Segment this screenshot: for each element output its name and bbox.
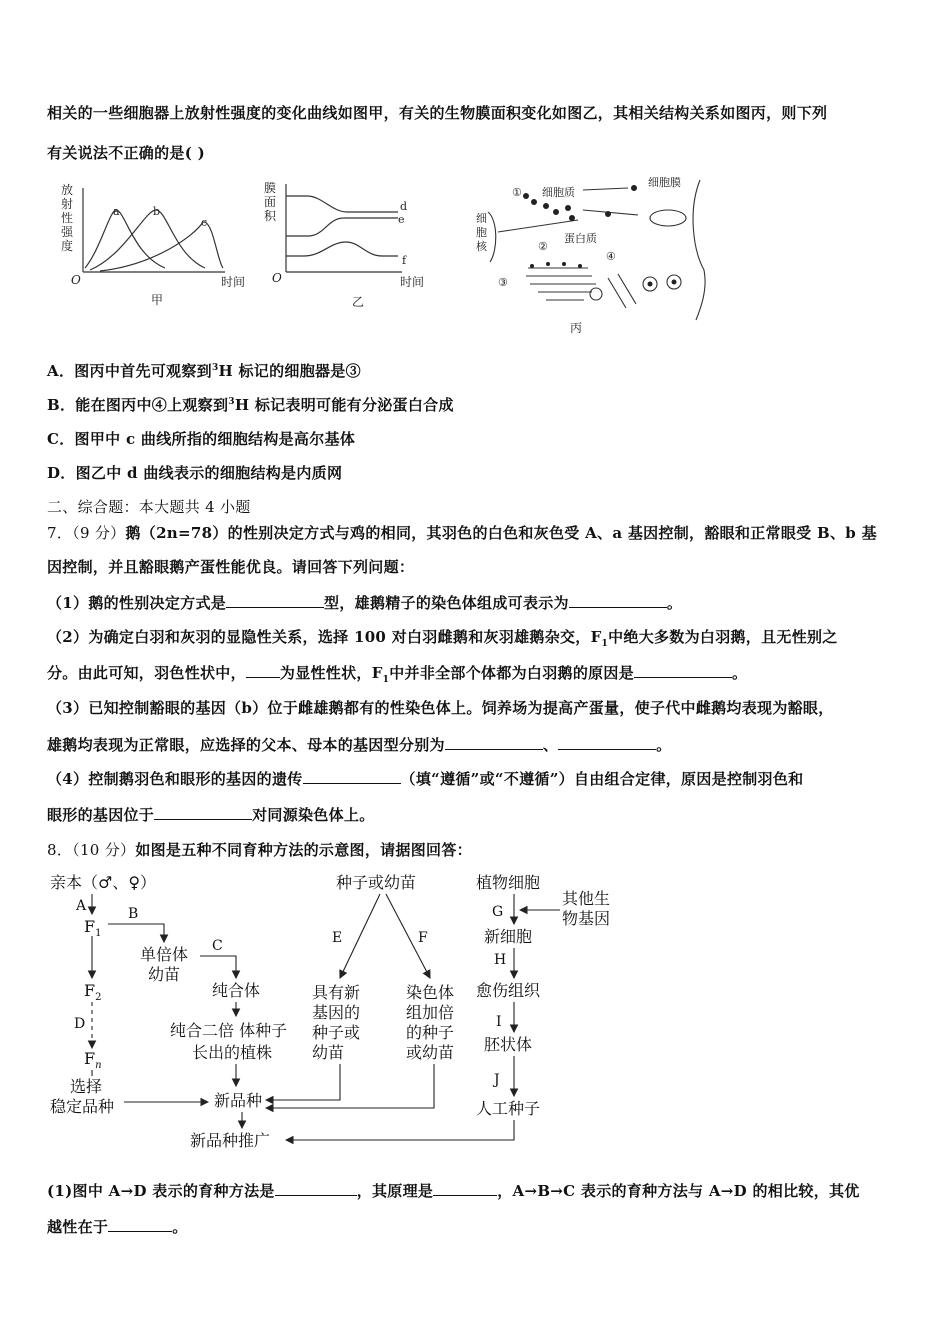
bing-er-ribosome-4 (578, 264, 582, 268)
q6-stem-line1: 相关的一些细胞器上放射性强度的变化曲线如图甲，有关的生物膜面积变化如图乙，其相关结构关系如图丙，则下列 (47, 104, 828, 122)
bing-vesicle-3 (590, 288, 602, 300)
q6-option-d[interactable]: D．图乙中 d 曲线表示的细胞结构是内质网 (47, 464, 343, 482)
q6-option-b[interactable]: B．能在图丙中④上观察到$^3$H 标记表明可能有分泌蛋白合成 (47, 396, 454, 414)
bing-mitochondrion (650, 210, 686, 226)
diag-parents: 亲本（♂、♀） (50, 873, 157, 892)
yi-xlabel: 时间 (400, 275, 425, 289)
diag-artificial-seed: 人工种子 (476, 1099, 541, 1118)
diag-homozygote: 纯合体 (212, 981, 261, 1000)
q7-stem-line1: 7．（9 分）鹅（2n=78）的性别决定方式与鸡的相同，其羽色的白色和灰色受 A、a 基因控制，豁眼和正常眼受 B、b 基 (47, 524, 877, 542)
diag-newgene-3: 种子或 (312, 1023, 361, 1042)
yi-ylabel-3: 积 (264, 209, 277, 223)
diag-diploid-1: 纯合二倍 体种子 (170, 1021, 288, 1040)
diag-arrow-newgene-new (266, 1064, 340, 1100)
diag-label-j: J (494, 1072, 500, 1088)
diag-label-f: F (418, 930, 428, 946)
bing-er-ribosome-3 (562, 262, 566, 266)
diag-diploid-2: 长出的植株 (192, 1043, 273, 1062)
jia-xlabel: 时间 (221, 275, 246, 289)
diag-f2: $F_2$ (84, 981, 102, 1003)
diag-doubled-2: 组加倍 (406, 1003, 455, 1022)
figure-bing (468, 170, 718, 338)
bing-protein-dot-2 (631, 185, 637, 191)
bing-nucleus-2: 胞 (476, 226, 487, 239)
bing-ribosome-1 (523, 193, 529, 199)
jia-curve-b-label: b (153, 205, 161, 218)
q8-stem: 8．（10 分）如图是五种不同育种方法的示意图，请据图回答： (47, 841, 472, 859)
bing-label-3: ③ (498, 276, 508, 289)
bing-label-cytoplasm: 细胞质 (542, 186, 575, 199)
diag-arrow-artseed-promote (286, 1120, 514, 1140)
q7-blank-8[interactable] (154, 804, 252, 820)
q6-option-c[interactable]: C．图甲中 c 曲线所指的细胞结构是高尔基体 (47, 430, 356, 448)
bing-arrow-1 (583, 188, 628, 190)
bing-label-protein: 蛋白质 (564, 232, 597, 245)
yi-curve-d-label: d (400, 200, 408, 213)
diag-newgene-2: 基因的 (312, 1003, 361, 1022)
diag-other-gene-2: 物基因 (562, 909, 611, 928)
jia-curve-c-label: c (201, 216, 208, 229)
bing-golgi (608, 274, 636, 308)
bing-er-ribosome-1 (530, 264, 534, 268)
q8-part1-line2: 越性在于 。 (47, 1218, 188, 1236)
jia-curve-b (90, 210, 208, 270)
yi-ylabel-1: 膜 (264, 181, 277, 195)
diag-embryoid: 胚状体 (484, 1035, 533, 1054)
diag-haploid-2: 幼苗 (148, 965, 181, 984)
jia-ylabel-3: 性 (61, 211, 74, 225)
diag-newgene-1: 具有新 (312, 983, 361, 1002)
diag-arrow-b (108, 924, 164, 942)
jia-ylabel-1: 放 (61, 183, 74, 197)
diag-select-2: 稳定品种 (50, 1097, 115, 1116)
diag-label-b: B (128, 906, 139, 922)
bing-label-4: ④ (606, 250, 616, 263)
bing-er (526, 268, 596, 300)
q7-blank-4[interactable] (634, 662, 732, 678)
bing-arrow-3 (498, 220, 578, 232)
bing-ribosome-4 (553, 209, 559, 215)
yi-curve-e (286, 218, 398, 236)
q7-blank-6[interactable] (558, 734, 656, 750)
bing-nucleus-outline (488, 212, 496, 262)
diag-newgene-4: 幼苗 (312, 1043, 345, 1062)
diag-label-c: C (212, 938, 223, 954)
jia-curve-a (85, 210, 165, 268)
figure-yi (262, 178, 437, 333)
q7-blank-5[interactable] (445, 734, 543, 750)
yi-curve-f (286, 242, 398, 256)
diag-label-e: E (332, 930, 343, 946)
yi-ylabel-2: 面 (264, 195, 277, 209)
bing-vesicle-content-2 (672, 280, 677, 285)
diag-other-gene-1: 其他生 (562, 889, 611, 908)
diag-arrow-c (200, 956, 236, 978)
q8-blank-1[interactable] (275, 1180, 357, 1196)
bing-nucleus-1: 细 (476, 212, 487, 225)
bing-label-membrane: 细胞膜 (648, 176, 681, 189)
jia-caption: 甲 (151, 293, 164, 307)
diag-new-cell: 新细胞 (484, 927, 533, 946)
bing-caption: 丙 (570, 321, 583, 335)
q7-part1: （1）鹅的性别决定方式是 型，雄鹅精子的染色体组成可表示为 。 (47, 594, 683, 612)
q8-part1-line1: (1)图中 A→D 表示的育种方法是 ，其原理是 ，A→B→C 表示的育种方法与 A→D 的相比较，其优 (47, 1182, 860, 1200)
bing-ribosome-3 (543, 203, 549, 209)
jia-ylabel-4: 强 (61, 225, 74, 239)
diag-label-g: G (492, 904, 504, 920)
diag-label-d: D (74, 1016, 86, 1032)
figure-jia (55, 180, 255, 330)
bing-ribosome-6 (569, 215, 575, 221)
diag-plant-cell: 植物细胞 (476, 873, 541, 892)
q8-blank-2[interactable] (433, 1180, 497, 1196)
diag-new-variety: 新品种 (214, 1091, 263, 1110)
q7-stem-line2: 因控制，并且豁眼鹅产蛋性能优良。请回答下列问题： (47, 558, 415, 576)
diag-f1: $F_1$ (84, 917, 102, 939)
diag-doubled-1: 染色体 (406, 983, 455, 1002)
q7-part3-line2: 雄鹅均表现为正常眼，应选择的父本、母本的基因型分别为 、 。 (47, 736, 672, 754)
q7-blank-2[interactable] (569, 592, 667, 608)
yi-origin: O (272, 271, 282, 285)
q8-blank-3[interactable] (108, 1216, 172, 1232)
diag-doubled-4: 或幼苗 (406, 1043, 455, 1062)
bing-ribosome-2 (531, 199, 537, 205)
q7-blank-7[interactable] (303, 768, 401, 784)
yi-curve-d (286, 196, 398, 212)
diag-select-1: 选择 (70, 1077, 103, 1096)
bing-er-ribosome-2 (546, 262, 550, 266)
diag-arrow-doubled-new (266, 1064, 434, 1108)
diag-callus: 愈伤组织 (476, 981, 541, 1000)
q8-breeding-diagram (40, 866, 640, 1156)
jia-ylabel-2: 射 (61, 197, 74, 211)
diag-label-i: I (496, 1014, 502, 1030)
diag-label-a: A (76, 898, 87, 914)
diag-label-h: H (494, 952, 507, 968)
q7-part3-line1: （3）已知控制豁眼的基因（b）位于雌雄鹅都有的性染色体上。饲养场为提高产蛋量，使子代中雌鹅均表现为豁眼， (47, 699, 834, 717)
diag-fn: $F_n$ (84, 1049, 102, 1071)
diag-promote: 新品种推广 (190, 1131, 271, 1150)
yi-caption: 乙 (352, 295, 365, 309)
q7-part4-line1: （4）控制鹅羽色和眼形的基因的遗传 （填“遵循”或“不遵循”）自由组合定律，原因是控制羽色和 (47, 770, 804, 788)
yi-curve-e-label: e (398, 213, 405, 226)
q7-part4-line2: 眼形的基因位于 对同源染色体上。 (47, 806, 375, 824)
yi-curve-f-label: f (402, 254, 407, 267)
jia-origin: O (71, 273, 81, 287)
bing-label-2: ② (538, 240, 548, 253)
jia-curve-a-label: a (113, 205, 120, 218)
bing-label-1: ① (512, 186, 522, 199)
bing-protein-dot-1 (605, 211, 611, 217)
diag-doubled-3: 的种子 (406, 1023, 455, 1042)
bing-cell-membrane (693, 180, 705, 320)
q7-part2-line2: 分。由此可知，羽色性状中， 为显性性状，$F_1$中并非全部个体都为白羽鹅的原因是 。 (47, 664, 748, 685)
diag-seed: 种子或幼苗 (336, 873, 417, 892)
diag-haploid-1: 单倍体 (140, 945, 189, 964)
q7-blank-3[interactable] (246, 662, 280, 678)
q6-option-a[interactable]: A．图丙中首先可观察到$^3$H 标记的细胞器是③ (47, 362, 361, 380)
diag-arrow-e (340, 894, 380, 978)
bing-vesicle-content-1 (648, 282, 653, 287)
jia-ylabel-5: 度 (61, 239, 74, 253)
q6-stem-line2: 有关说法不正确的是( ) (47, 144, 206, 162)
q7-blank-1[interactable] (226, 592, 324, 608)
q7-part2-line1: （2）为确定白羽和灰羽的显隐性关系，选择 100 对白羽雌鹅和灰羽雄鹅杂交，$F_1$中绝大多数为白羽鹅，且无性别之 (47, 628, 838, 649)
bing-nucleus-3: 核 (476, 240, 487, 253)
jia-curve-c (100, 222, 223, 271)
bing-ribosome-5 (565, 205, 571, 211)
section-2-title: 二、综合题：本大题共 4 小题 (47, 498, 251, 516)
